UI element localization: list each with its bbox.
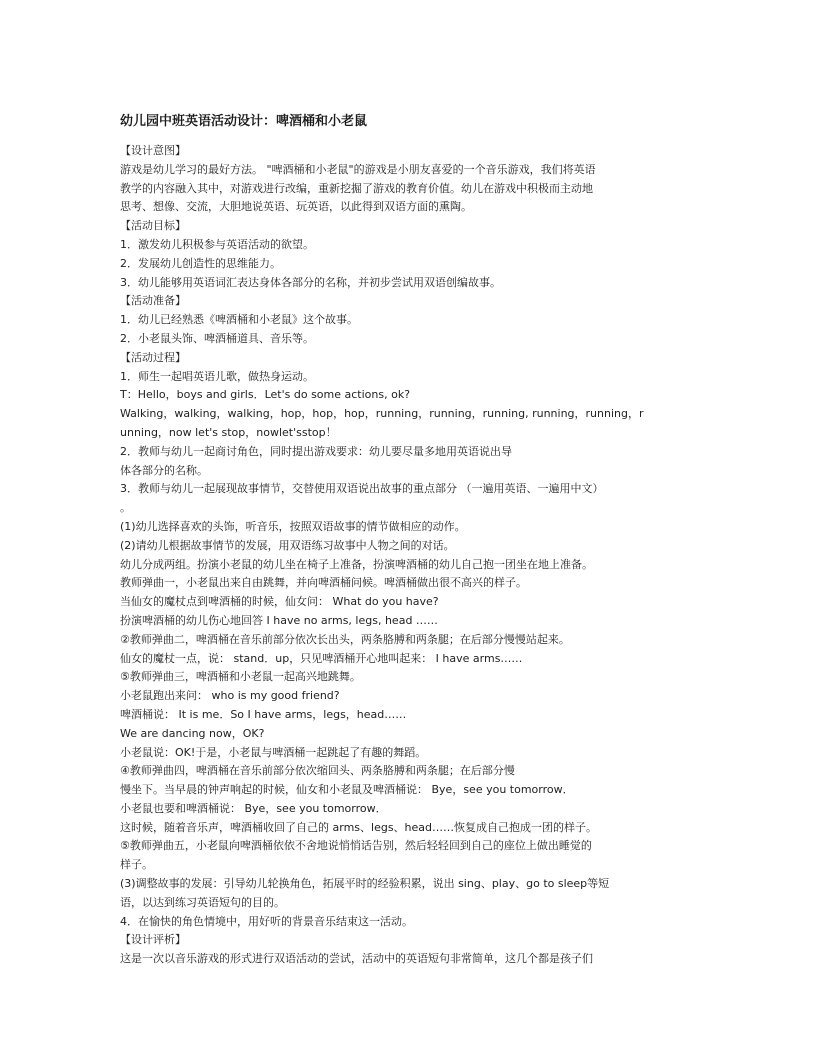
- body-line: ②教师弹曲二，啤酒桶在音乐前部分依次长出头，两条胳膊和两条腿；在后部分慢慢站起来。: [120, 632, 570, 646]
- body-line: 2．小老鼠头饰、啤酒桶道具、音乐等。: [120, 331, 314, 345]
- body-line: 这时候，随着音乐声，啤酒桶收回了自己的 arms、legs、head……恢复成自己抱成一团的样子。: [120, 820, 598, 834]
- body-line: 。: [120, 501, 131, 515]
- body-line: 小老鼠也要和啤酒桶说： Bye，see you tomorrow．: [120, 801, 387, 815]
- body-line: 【活动准备】: [120, 294, 186, 308]
- body-line: 1．师生一起唱英语儿歌，做热身运动。: [120, 369, 314, 383]
- document-title: 幼儿园中班英语活动设计：啤酒桶和小老鼠: [120, 114, 368, 129]
- body-line: 【设计评析】: [120, 933, 186, 947]
- body-line: 1．幼儿已经熟悉《啤酒桶和小老鼠》这个故事。: [120, 313, 358, 327]
- body-line: 语，以达到练习英语短句的目的。: [120, 895, 285, 909]
- body-line: 仙女的魔杖一点，说： stand．up，只见啤酒桶开心地叫起来： I have arms……: [120, 651, 523, 665]
- body-line: T：Hello，boys and girls．Let's do some actions, ok?: [120, 388, 411, 402]
- body-line: 2．发展幼儿创造性的思维能力。: [120, 256, 281, 270]
- body-line: 幼儿分成两组。扮演小老鼠的幼儿坐在椅子上准备，扮演啤酒桶的幼儿自己抱一团坐在地上准备。: [120, 557, 593, 571]
- body-line: 小老鼠跑出来问： who is my good friend?: [120, 689, 340, 703]
- body-line: (1)幼儿选择喜欢的头饰，听音乐，按照双语故事的情节做相应的动作。: [120, 519, 466, 533]
- body-line: Walking，walking，walking，hop，hop，hop，running，running，running, running，running，r: [120, 407, 644, 421]
- body-line: ⑤教师弹曲五，小老鼠向啤酒桶依依不舍地说悄悄话告别，然后轻轻回到自己的座位上做出睡觉的: [120, 839, 592, 853]
- body-line: (2)请幼儿根据故事情节的发展，用双语练习故事中人物之间的对话。: [120, 538, 455, 552]
- body-line: 慢坐下。当早晨的钟声响起的时候，仙女和小老鼠及啤酒桶说： Bye，see you tomorrow．: [120, 783, 574, 797]
- body-line: (3)调整故事的发展：引导幼儿轮换角色，拓展平时的经验积累，说出 sing、play、go to sleep等短: [120, 877, 610, 891]
- body-line: unning，now let's stop，nowlet'sstop！: [120, 425, 337, 439]
- body-line: 当仙女的魔杖点到啤酒桶的时候，仙女问： What do you have?: [120, 595, 439, 609]
- body-line: 游戏是幼儿学习的最好方法。 "啤酒桶和小老鼠"的游戏是小朋友喜爱的一个音乐游戏，我们将英语: [120, 162, 596, 176]
- body-line: 扮演啤酒桶的幼儿伤心地回答 I have no arms, legs, head ……: [120, 613, 438, 627]
- body-line: 样子。: [120, 858, 153, 872]
- document-body: [120, 142, 700, 969]
- body-line: 4．在愉快的角色情境中，用好听的背景音乐结束这一活动。: [120, 914, 413, 928]
- body-line: 1．激发幼儿积极参与英语活动的欲望。: [120, 237, 314, 251]
- body-line: 教师弹曲一，小老鼠出来自由跳舞，并向啤酒桶问候。啤酒桶做出很不高兴的样子。: [120, 576, 527, 590]
- body-line: 教学的内容融入其中，对游戏进行改编，重新挖掘了游戏的教育价值。幼儿在游戏中积极而主动地: [120, 181, 593, 195]
- body-line: 3．教师与幼儿一起展现故事情节，交替使用双语说出故事的重点部分 （一遍用英语、一遍用中文）: [120, 482, 604, 496]
- body-line: We are dancing now，OK?: [120, 726, 265, 740]
- body-line: ④教师弹曲四，啤酒桶在音乐前部分依次缩回头、两条胳膊和两条腿；在后部分慢: [120, 764, 515, 778]
- body-line: 小老鼠说：OK!于是，小老鼠与啤酒桶一起跳起了有趣的舞蹈。: [120, 745, 427, 759]
- body-line: 这是一次以音乐游戏的形式进行双语活动的尝试，活动中的英语短句非常简单，这几个都是孩子们: [120, 952, 593, 966]
- body-line: 2．教师与幼儿一起商讨角色，同时提出游戏要求：幼儿要尽量多地用英语说出导: [120, 444, 512, 458]
- body-line: 【活动目标】: [120, 219, 186, 233]
- body-line: 【活动过程】: [120, 350, 186, 364]
- body-line: ⑤教师弹曲三，啤酒桶和小老鼠一起高兴地跳舞。: [120, 670, 361, 684]
- body-line: 体各部分的名称。: [120, 463, 208, 477]
- body-line: 3．幼儿能够用英语词汇表达身体各部分的名称，并初步尝试用双语创编故事。: [120, 275, 501, 289]
- body-line: 【设计意图】: [120, 144, 186, 157]
- body-line: 思考、想像、交流，大胆地说英语、玩英语，以此得到双语方面的熏陶。: [120, 200, 472, 214]
- body-line: 啤酒桶说： It is me．So I have arms，legs，head……: [120, 707, 407, 721]
